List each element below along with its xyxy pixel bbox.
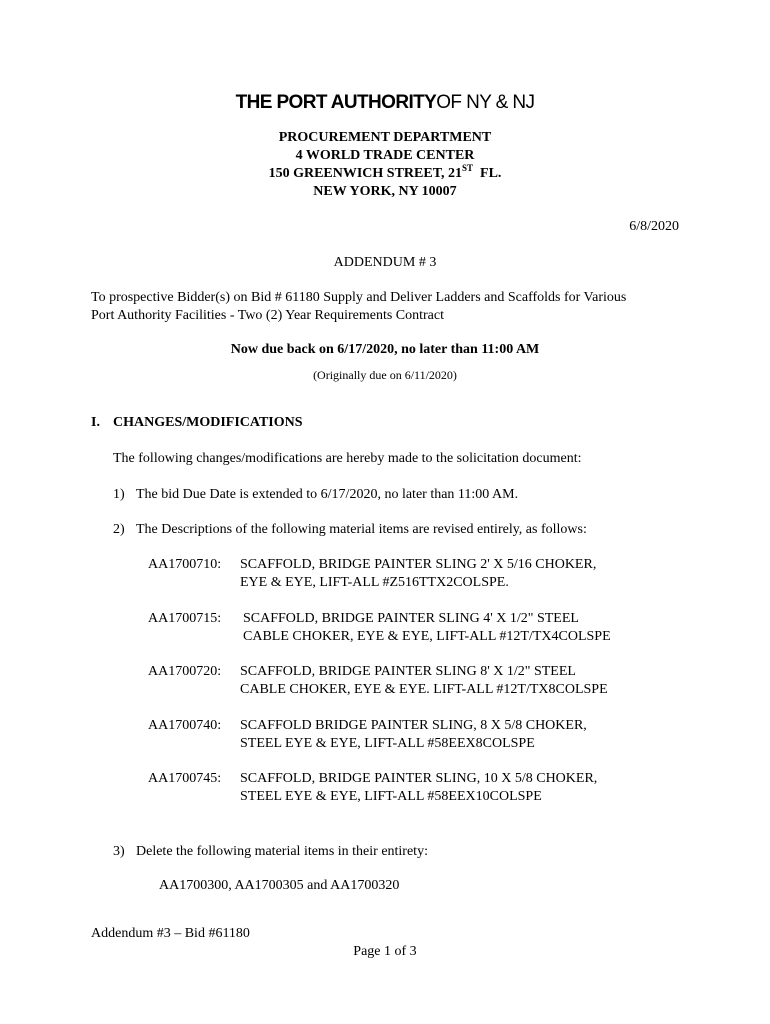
header-department: PROCUREMENT DEPARTMENT	[278, 130, 492, 145]
material-description-line-1: SCAFFOLD, BRIDGE PAINTER SLING 4' X 1/2" STEEL	[243, 611, 579, 626]
material-code: AA1700740:	[148, 718, 222, 733]
header-building: 4 WORLD TRADE CENTER	[295, 148, 475, 163]
material-description-line-1: SCAFFOLD BRIDGE PAINTER SLING, 8 X 5/8 CHOKER,	[240, 718, 587, 733]
material-code: AA1700715:	[148, 611, 222, 626]
material-description-line-2: CABLE CHOKER, EYE & EYE, LIFT-ALL #12T/TX4COLSPE	[243, 629, 611, 644]
header-street-post: FL.	[480, 166, 502, 181]
addendum-title: ADDENDUM # 3	[333, 255, 437, 270]
logo-bold-text: THE PORT AUTHORITY	[235, 92, 437, 113]
header-street-sup: ST	[462, 163, 474, 173]
intro-line-1: To prospective Bidder(s) on Bid # 61180 Supply and Deliver Ladders and Scaffolds for Various	[91, 290, 627, 305]
section-intro: The following changes/modifications are hereby made to the solicitation document:	[113, 451, 582, 466]
intro-line-2: Port Authority Facilities - Two (2) Year Requirements Contract	[91, 308, 444, 323]
header-city: NEW YORK, NY 10007	[313, 184, 457, 199]
material-code: AA1700710:	[148, 557, 222, 572]
section-number: I.	[91, 415, 100, 430]
footer-reference: Addendum #3 – Bid #61180	[91, 926, 250, 941]
new-due-date: Now due back on 6/17/2020, no later than 11:00 AM	[230, 342, 540, 357]
deleted-items-list: AA1700300, AA1700305 and AA1700320	[159, 878, 400, 893]
material-description-line-2: STEEL EYE & EYE, LIFT-ALL #58EEX10COLSPE	[240, 789, 542, 804]
material-description-line-2: EYE & EYE, LIFT-ALL #Z516TTX2COLSPE.	[240, 575, 509, 590]
material-description-line-2: STEEL EYE & EYE, LIFT-ALL #58EEX8COLSPE	[240, 736, 535, 751]
item-3-text: Delete the following material items in their entirety:	[136, 844, 428, 859]
material-description-line-1: SCAFFOLD, BRIDGE PAINTER SLING 8' X 1/2" STEEL	[240, 664, 576, 679]
material-description-line-2: CABLE CHOKER, EYE & EYE. LIFT-ALL #12T/TX8COLSPE	[240, 682, 608, 697]
logo-rest-text: OF NY & NJ	[436, 92, 535, 113]
document-date: 6/8/2020	[629, 219, 679, 234]
material-code: AA1700745:	[148, 771, 222, 786]
item-2-number: 2)	[113, 522, 125, 537]
section-title: CHANGES/MODIFICATIONS	[113, 415, 303, 430]
material-description-line-1: SCAFFOLD, BRIDGE PAINTER SLING, 10 X 5/8 CHOKER,	[240, 771, 598, 786]
original-due-date: (Originally due on 6/11/2020)	[313, 368, 457, 382]
page-number: Page 1 of 3	[353, 944, 417, 959]
item-3-number: 3)	[113, 844, 125, 859]
material-code: AA1700720:	[148, 664, 222, 679]
item-1-number: 1)	[113, 487, 125, 502]
header-street	[0, 163, 770, 182]
header-street-pre: 150 GREENWICH STREET, 21	[268, 166, 463, 181]
material-description-line-1: SCAFFOLD, BRIDGE PAINTER SLING 2' X 5/16 CHOKER,	[240, 557, 597, 572]
item-2-text: The Descriptions of the following material items are revised entirely, as follows:	[136, 522, 587, 537]
port-authority-logo	[0, 92, 770, 114]
item-1-text: The bid Due Date is extended to 6/17/2020, no later than 11:00 AM.	[136, 487, 519, 502]
